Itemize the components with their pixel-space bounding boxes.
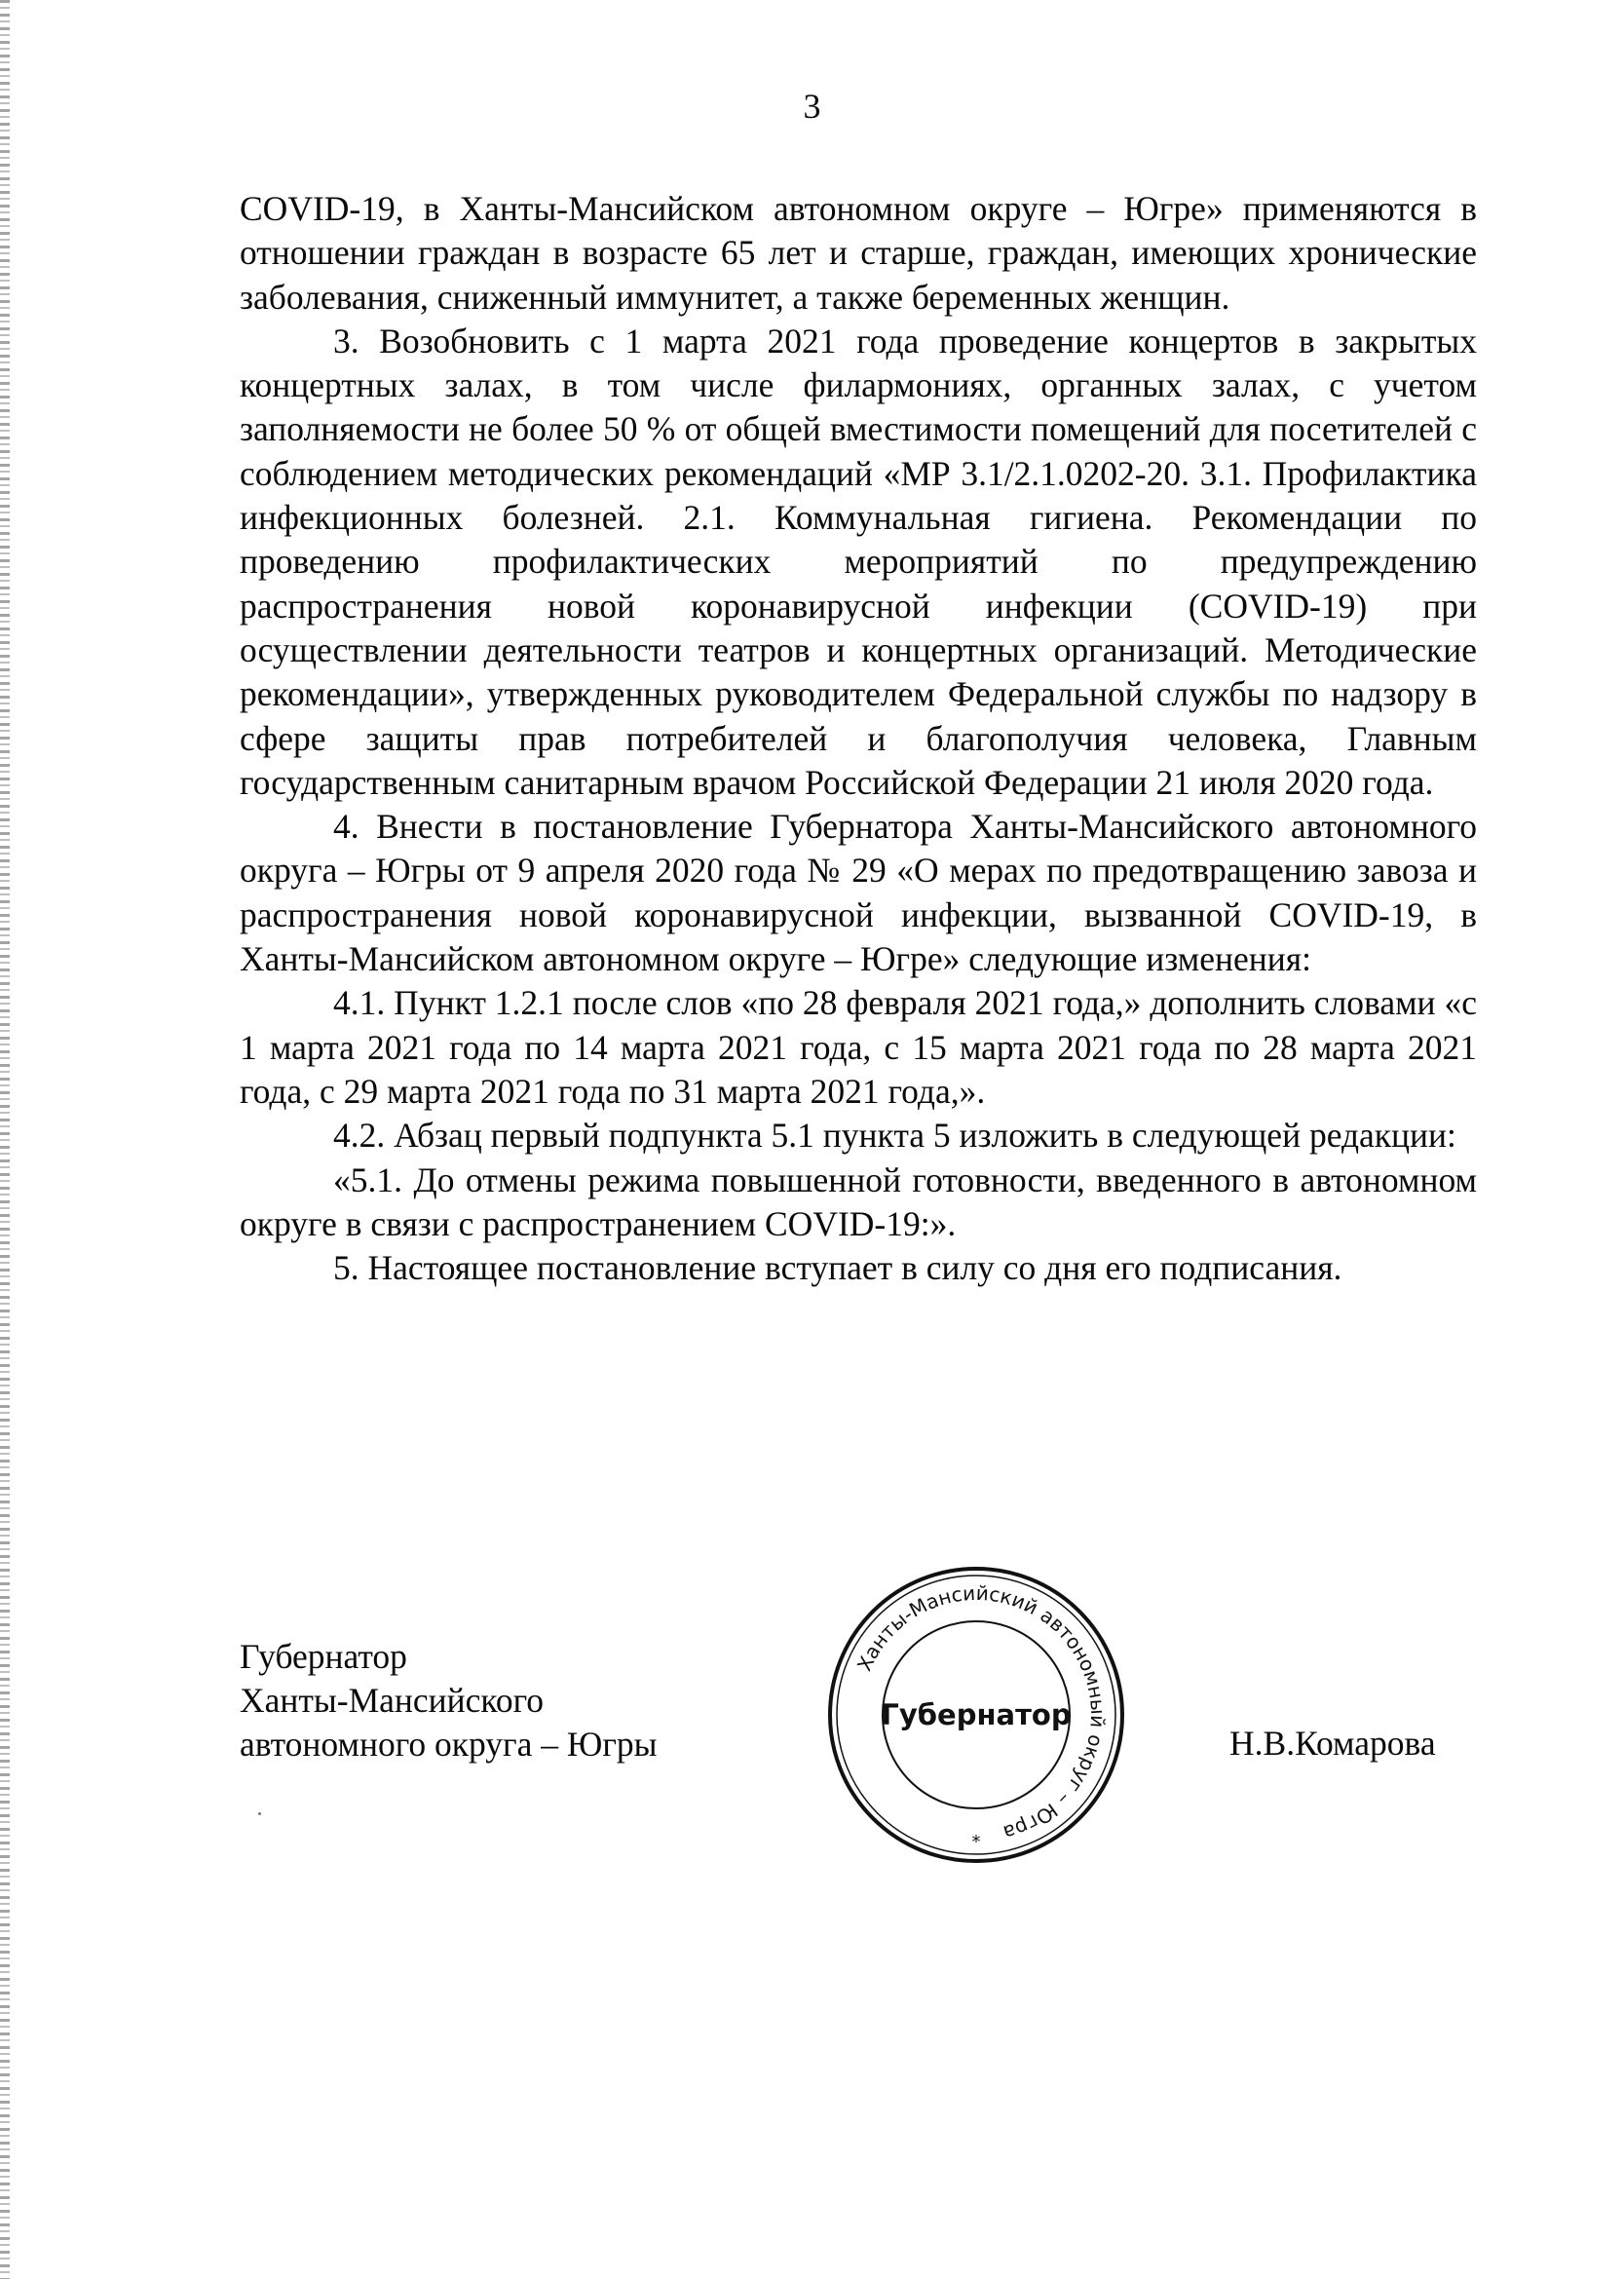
paragraph-quote-5-1: «5.1. До отмены режима повышенной готовности, введенного в автономном округе в связи с распространением COVID-19:». [240, 1159, 1477, 1243]
stamp-center-text: Губернатор [881, 1698, 1072, 1731]
signer-title-line-1: Губернатор [240, 1637, 407, 1676]
document-body [240, 187, 1477, 1290]
scan-edge [0, 0, 10, 2279]
page-number: 3 [803, 87, 821, 126]
stamp-star-icon: * [971, 1832, 981, 1852]
paragraph-item-5: 5. Настоящее постановление вступает в силу со дня его подписания. [333, 1248, 1342, 1288]
signature-position [240, 1635, 658, 1766]
paragraph-item-4-2: 4.2. Абзац первый подпункта 5.1 пункта 5 изложить в следующей редакции: [333, 1116, 1456, 1156]
signer-name: Н.В.Комарова [1229, 1724, 1436, 1763]
signer-title-line-2: Ханты-Мансийского [240, 1681, 545, 1720]
signer-title-line-3: автономного округа – Югры [240, 1725, 658, 1764]
paragraph-item-4: 4. Внести в постановление Губернатора Ханты-Мансийского автономного округа – Югры от 9 апреля 2020 года № 29 «О мерах по предотвращению завоза и распространения новой коронавирусной инфекции, вызванной COVID-19, в Ханты-Мансийском автономном округе – Югре» следующие изменения: [240, 807, 1477, 979]
scan-artifact-dot [258, 1812, 261, 1815]
paragraph-continuation: COVID-19, в Ханты-Мансийском автономном округе – Югре» применяются в отношении граждан в возрасте 65 лет и старше, граждан, имеющих хронические заболевания, сниженный иммунитет, а также беременных женщин. [240, 189, 1477, 317]
paragraph-item-3: 3. Возобновить с 1 марта 2021 года проведение концертов в закрытых концертных залах, в том числе филармониях, органных залах, с учетом заполняемости не более 50 % от общей вместимости помещений для посетителей с соблюдением методических рекомендаций «МР 3.1/2.1.0202-20. 3.1. Профилактика инфекционных болезней. 2.1. Коммунальная гигиена. Рекомендации по проведению профилактических мероприятий по предупреждению распространения новой коронавирусной инфекции (COVID-19) при осуществлении деятельности театров и концертных организаций. Методические рекомендации», утвержденных руководителем Федеральной службы по надзору в сфере защиты прав потребителей и благополучия человека, Главным государственным санитарным врачом Российской Федерации 21 июля 2020 года. [240, 321, 1477, 802]
stamp-ring-text: Ханты-Мансийский автономный округ – Югра [851, 1580, 1111, 1845]
official-stamp [820, 1559, 1132, 1871]
paragraph-item-4-1: 4.1. Пункт 1.2.1 после слов «по 28 февраля 2021 года,» дополнить словами «с 1 марта 2021 года по 14 марта 2021 года, с 15 марта 2021 года по 28 марта 2021 года, с 29 марта 2021 года по 31 марта 2021 года,». [240, 983, 1477, 1111]
